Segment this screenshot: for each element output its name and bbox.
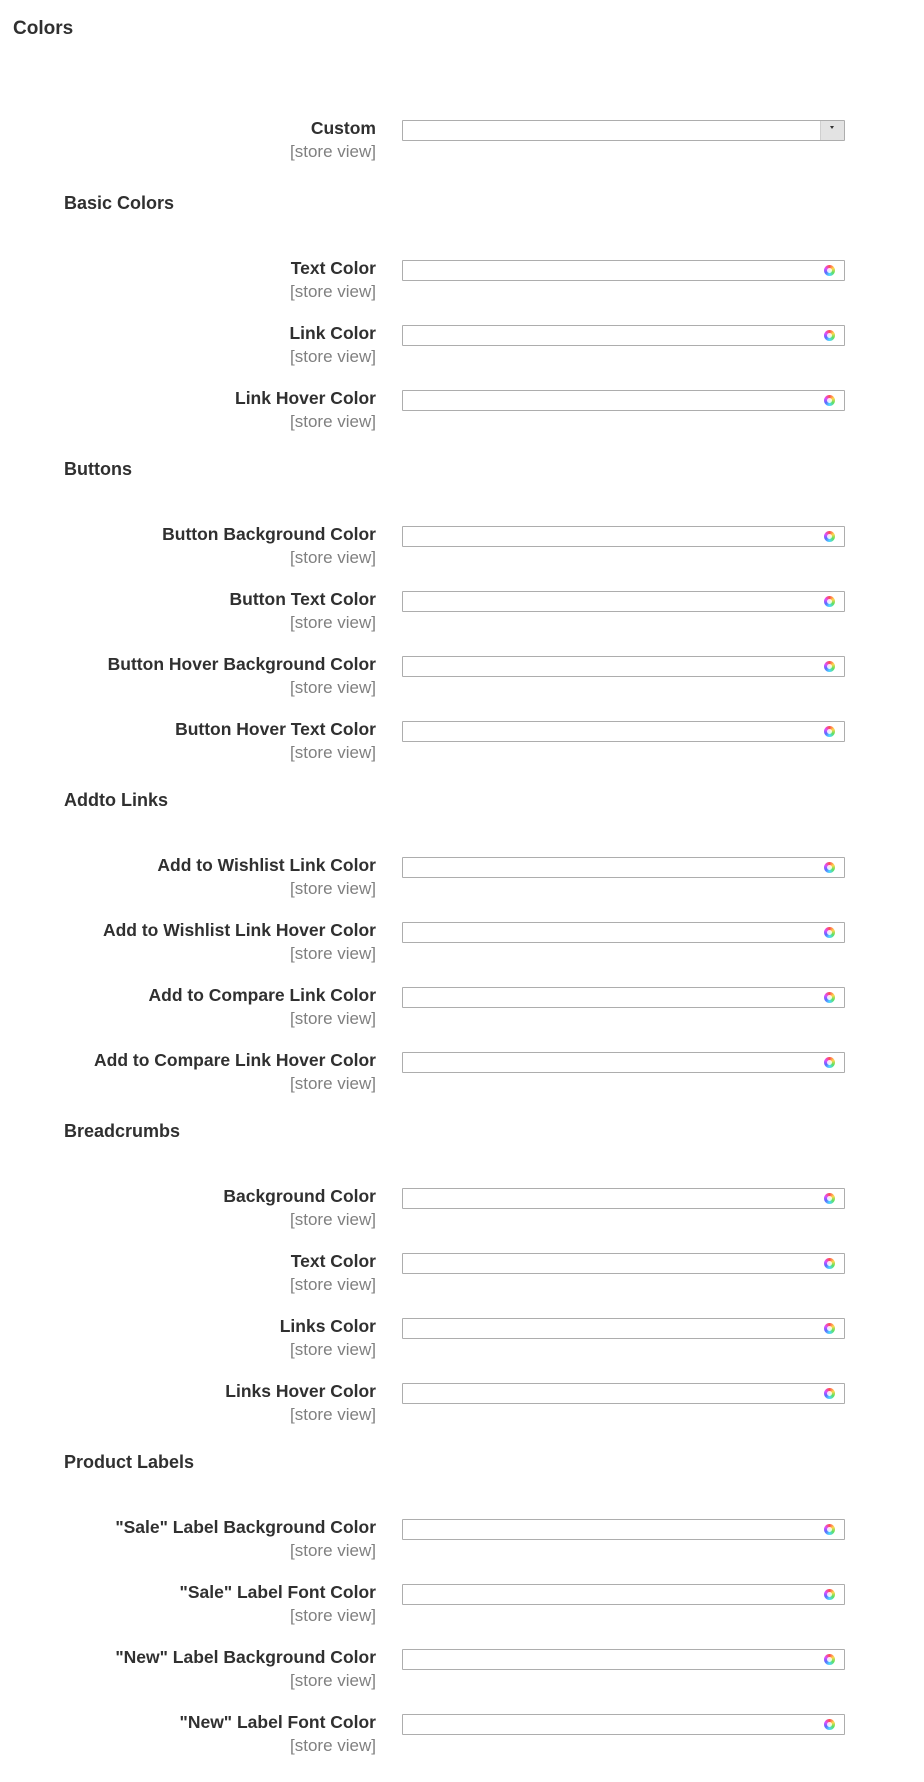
scope-label: [store view]: [290, 1275, 376, 1294]
color-input[interactable]: [402, 922, 845, 943]
field-label-text: "Sale" Label Font Color: [179, 1582, 376, 1602]
scope-label: [store view]: [290, 1009, 376, 1028]
color-input[interactable]: [402, 1052, 845, 1073]
field-label-text: Button Background Color: [162, 524, 376, 544]
field-label-text: Add to Compare Link Color: [148, 985, 376, 1005]
scope-label: [store view]: [290, 1736, 376, 1755]
scope-label: [store view]: [290, 1541, 376, 1560]
field-label: [16, 1314, 376, 1362]
scope-label: [store view]: [290, 548, 376, 567]
field-label-text: Links Color: [279, 1316, 376, 1336]
color-input[interactable]: [402, 1519, 845, 1540]
custom-select[interactable]: [402, 120, 845, 141]
color-input[interactable]: [402, 1584, 845, 1605]
field-label: [16, 1249, 376, 1297]
field-row: [0, 1710, 924, 1760]
color-picker-icon[interactable]: [824, 1258, 835, 1269]
scope-label: [store view]: [290, 282, 376, 301]
color-input[interactable]: [402, 1649, 845, 1670]
color-picker-icon[interactable]: [824, 661, 835, 672]
field-label-text: Button Text Color: [229, 589, 376, 609]
scope-label: [store view]: [290, 678, 376, 697]
color-input[interactable]: [402, 260, 845, 281]
scope-label: [store view]: [290, 879, 376, 898]
color-picker-icon[interactable]: [824, 927, 835, 938]
field-row: [0, 983, 924, 1033]
field-row: [0, 321, 924, 371]
color-input[interactable]: [402, 390, 845, 411]
field-row: [0, 256, 924, 306]
field-label: [16, 1048, 376, 1096]
color-picker-icon[interactable]: [824, 531, 835, 542]
color-input[interactable]: [402, 325, 845, 346]
field-label-text: Link Hover Color: [235, 388, 376, 408]
field-row: [0, 1184, 924, 1234]
field-label: [16, 1379, 376, 1427]
field-row: [0, 587, 924, 637]
field-row: [0, 652, 924, 702]
scope-label: [store view]: [290, 1210, 376, 1229]
field-label: [16, 717, 376, 765]
field-row: [0, 386, 924, 436]
color-input[interactable]: [402, 591, 845, 612]
field-label-text: Text Color: [290, 1251, 376, 1271]
color-picker-icon[interactable]: [824, 330, 835, 341]
field-label-text: "New" Label Font Color: [179, 1712, 376, 1732]
field-label-text: Add to Compare Link Hover Color: [94, 1050, 376, 1070]
section-heading: Buttons: [64, 459, 132, 479]
field-label: [16, 853, 376, 901]
color-picker-icon[interactable]: [824, 1323, 835, 1334]
color-picker-icon[interactable]: [824, 726, 835, 737]
color-picker-icon[interactable]: [824, 992, 835, 1003]
field-label: [16, 1515, 376, 1563]
field-label: [16, 652, 376, 700]
color-picker-icon[interactable]: [824, 1388, 835, 1399]
field-row: [0, 1379, 924, 1429]
field-row: [0, 1645, 924, 1695]
section-heading: Breadcrumbs: [64, 1121, 181, 1141]
field-label: [16, 1645, 376, 1693]
field-label-text: Link Color: [289, 323, 376, 343]
field-row: [0, 1515, 924, 1565]
page-title: Colors: [13, 18, 74, 39]
field-label: [16, 1710, 376, 1758]
field-label: [16, 1184, 376, 1232]
field-row: [0, 717, 924, 767]
scope-label: [store view]: [290, 743, 376, 762]
color-input[interactable]: [402, 1253, 845, 1274]
field-label-text: Background Color: [223, 1186, 376, 1206]
field-row: [0, 1580, 924, 1630]
color-picker-icon[interactable]: [824, 395, 835, 406]
color-picker-icon[interactable]: [824, 1589, 835, 1600]
color-picker-icon[interactable]: [824, 1524, 835, 1535]
field-label-text: Button Hover Background Color: [107, 654, 376, 674]
field-label: [16, 256, 376, 304]
scope-label: [store view]: [290, 1074, 376, 1093]
field-label-text: Add to Wishlist Link Color: [157, 855, 376, 875]
field-label-text: "Sale" Label Background Color: [115, 1517, 376, 1537]
color-input[interactable]: [402, 1318, 845, 1339]
color-input[interactable]: [402, 857, 845, 878]
field-label-text: "New" Label Background Color: [115, 1647, 376, 1667]
scope-label: [store view]: [290, 1671, 376, 1690]
section-heading: Basic Colors: [64, 193, 175, 213]
color-picker-icon[interactable]: [824, 1654, 835, 1665]
field-label-text: Links Hover Color: [225, 1381, 376, 1401]
section-heading: Product Labels: [64, 1452, 195, 1472]
field-row-custom: [0, 116, 924, 166]
color-input[interactable]: [402, 1714, 845, 1735]
scope-label: [store view]: [290, 1606, 376, 1625]
color-input[interactable]: [402, 987, 845, 1008]
scope-label: [store view]: [290, 1340, 376, 1359]
field-label-text: Button Hover Text Color: [175, 719, 376, 739]
field-label-text: Add to Wishlist Link Hover Color: [102, 920, 376, 940]
scope-label: [store view]: [290, 347, 376, 366]
color-picker-icon[interactable]: [824, 265, 835, 276]
scope-label: [store view]: [290, 944, 376, 963]
color-picker-icon[interactable]: [824, 1193, 835, 1204]
field-label-custom: [16, 116, 376, 164]
select-arrow-button[interactable]: [820, 121, 844, 140]
scope-label: [store view]: [290, 412, 376, 431]
field-label-text: Custom: [310, 118, 376, 138]
field-label-text: Text Color: [290, 258, 376, 278]
color-input[interactable]: [402, 526, 845, 547]
field-row: [0, 522, 924, 572]
color-input[interactable]: [402, 656, 845, 677]
field-label: [16, 1580, 376, 1628]
scope-label: [store view]: [290, 613, 376, 632]
chevron-down-icon: [830, 126, 834, 129]
field-label: [16, 386, 376, 434]
color-picker-icon[interactable]: [824, 596, 835, 607]
field-label: [16, 587, 376, 635]
field-row: [0, 1314, 924, 1364]
color-picker-icon[interactable]: [824, 1719, 835, 1730]
field-label: [16, 321, 376, 369]
section-heading: Addto Links: [64, 790, 168, 810]
field-label: [16, 918, 376, 966]
field-row: [0, 853, 924, 903]
color-input[interactable]: [402, 1188, 845, 1209]
scope-label: [store view]: [290, 142, 376, 161]
field-row: [0, 1048, 924, 1098]
scope-label: [store view]: [290, 1405, 376, 1424]
field-row: [0, 1249, 924, 1299]
color-input[interactable]: [402, 1383, 845, 1404]
field-label: [16, 522, 376, 570]
color-picker-icon[interactable]: [824, 862, 835, 873]
color-picker-icon[interactable]: [824, 1057, 835, 1068]
color-input[interactable]: [402, 721, 845, 742]
field-row: [0, 918, 924, 968]
field-label: [16, 983, 376, 1031]
